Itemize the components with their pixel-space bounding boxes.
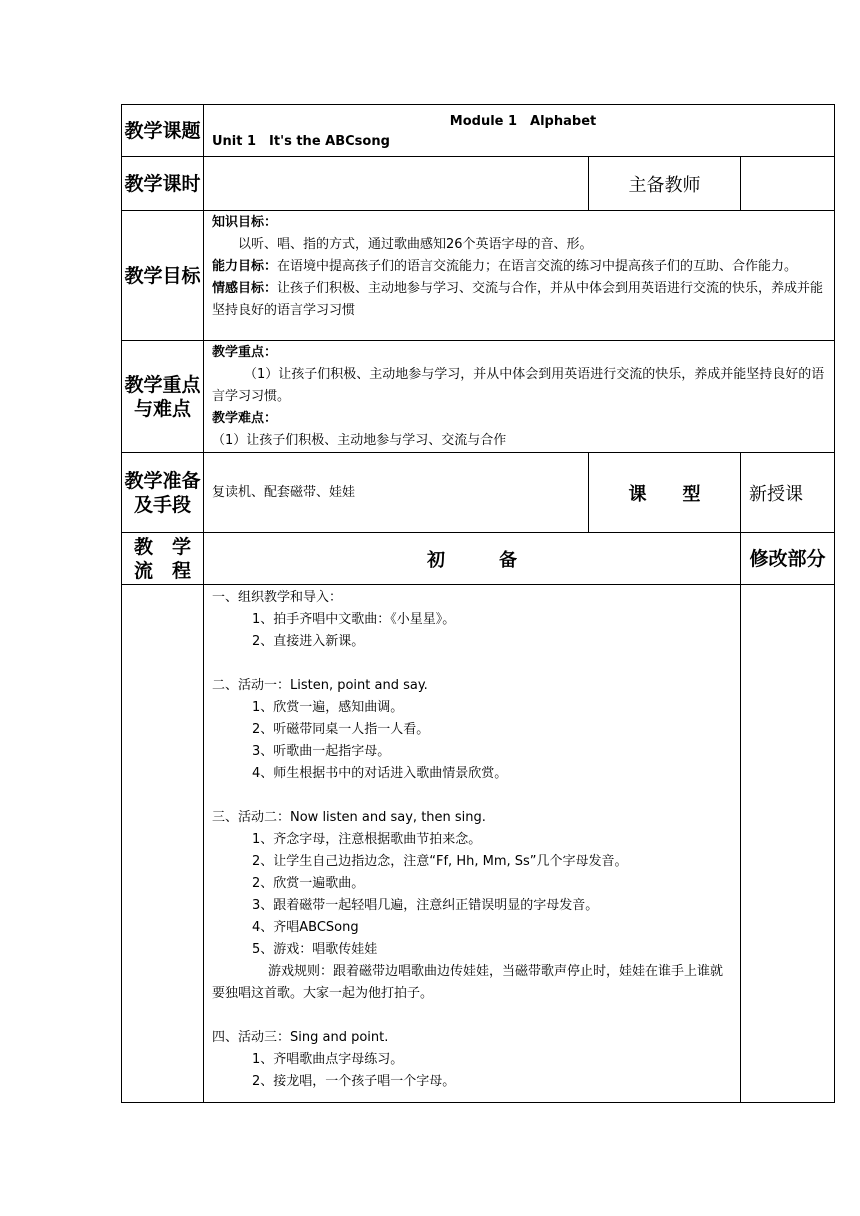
process-line: 2、直接进入新课。 bbox=[252, 634, 365, 649]
spacer bbox=[212, 785, 732, 807]
process-label: 教 学 流 程 bbox=[122, 533, 204, 585]
spacer bbox=[212, 1005, 732, 1027]
emotion-text: 让孩子们积极、主动地参与学习、交流与合作，并从中体会到用英语进行交流的快乐，养成并能坚持良好的语言学习习惯 bbox=[212, 281, 824, 318]
process-line: 1、齐念字母，注意根据歌曲节拍来念。 bbox=[252, 832, 482, 847]
section-4-title: 四、活动三：Sing and point. bbox=[212, 1030, 389, 1045]
ability-head: 能力目标： bbox=[212, 259, 278, 274]
difficulty-head: 教学难点： bbox=[212, 411, 278, 426]
period-label: 教学课时 bbox=[122, 157, 204, 211]
knowledge-text: 以听、唱、指的方式，通过歌曲感知26个英语字母的音、形。 bbox=[238, 237, 593, 252]
process-line: 4、齐唱ABCSong bbox=[252, 920, 359, 935]
difficulty-text: （1）让孩子们积极、主动地参与学习、交流与合作 bbox=[212, 433, 507, 448]
module-title: Module 1 Alphabet bbox=[449, 113, 597, 129]
preparation-label: 教学准备及手段 bbox=[122, 453, 204, 533]
lesson-type-label: 课 型 bbox=[589, 453, 741, 533]
key-points-cell bbox=[204, 341, 835, 453]
process-content bbox=[204, 585, 741, 1103]
revise-label: 修改部分 bbox=[741, 533, 835, 585]
focus-text: （1）让孩子们积极、主动地参与学习，并从中体会到用英语进行交流的快乐，养成并能坚持良好的语言学习习惯。 bbox=[212, 367, 825, 404]
process-line: 2、听磁带同桌一人指一人看。 bbox=[252, 722, 430, 737]
process-line: 2、欣赏一遍歌曲。 bbox=[252, 876, 365, 891]
main-teacher-value bbox=[741, 157, 835, 211]
main-teacher-label: 主备教师 bbox=[589, 157, 741, 211]
process-line: 2、让学生自己边指边念，注意“Ff, Hh, Mm, Ss”几个字母发音。 bbox=[252, 854, 628, 869]
process-side-blank bbox=[122, 585, 204, 1103]
game-rules: 游戏规则：跟着磁带边唱歌曲边传娃娃，当磁带歌声停止时，娃娃在谁手上谁就要独唱这首歌。大家一起为他打拍子。 bbox=[212, 964, 724, 1001]
focus-head: 教学重点： bbox=[212, 345, 278, 360]
process-line: 2、接龙唱，一个孩子唱一个字母。 bbox=[252, 1074, 456, 1089]
process-line: 1、齐唱歌曲点字母练习。 bbox=[252, 1052, 404, 1067]
lesson-type-value: 新授课 bbox=[741, 453, 835, 533]
section-3-title: 三、活动二：Now listen and say, then sing. bbox=[212, 810, 486, 825]
topic-label: 教学课题 bbox=[122, 105, 204, 157]
topic-cell bbox=[204, 105, 835, 157]
ability-text: 在语境中提高孩子们的语言交流能力；在语言交流的练习中提高孩子们的互助、合作能力。 bbox=[277, 259, 798, 274]
draft-label: 初 备 bbox=[204, 533, 741, 585]
process-line: 5、游戏：唱歌传娃娃 bbox=[252, 942, 378, 957]
section-2-title: 二、活动一：Listen, point and say. bbox=[212, 678, 428, 693]
process-line: 3、听歌曲一起指字母。 bbox=[252, 744, 391, 759]
revise-blank bbox=[741, 585, 835, 1103]
section-1-title: 一、组织教学和导入： bbox=[212, 590, 343, 605]
preparation-value: 复读机、配套磁带、娃娃 bbox=[204, 453, 589, 533]
unit-title: Unit 1 It's the ABCsong bbox=[212, 133, 390, 149]
key-points-label: 教学重点与难点 bbox=[122, 341, 204, 453]
process-line: 1、欣赏一遍，感知曲调。 bbox=[252, 700, 404, 715]
period-value bbox=[204, 157, 589, 211]
objectives-label: 教学目标 bbox=[122, 211, 204, 341]
process-line: 1、拍手齐唱中文歌曲：《小星星》。 bbox=[252, 612, 456, 627]
process-line: 3、跟着磁带一起轻唱几遍，注意纠正错误明显的字母发音。 bbox=[252, 898, 599, 913]
lesson-plan-table bbox=[121, 104, 835, 1103]
objectives-cell bbox=[204, 211, 835, 341]
emotion-head: 情感目标： bbox=[212, 281, 278, 296]
knowledge-head: 知识目标： bbox=[212, 215, 278, 230]
process-line: 4、师生根据书中的对话进入歌曲情景欣赏。 bbox=[252, 766, 508, 781]
spacer bbox=[212, 653, 732, 675]
